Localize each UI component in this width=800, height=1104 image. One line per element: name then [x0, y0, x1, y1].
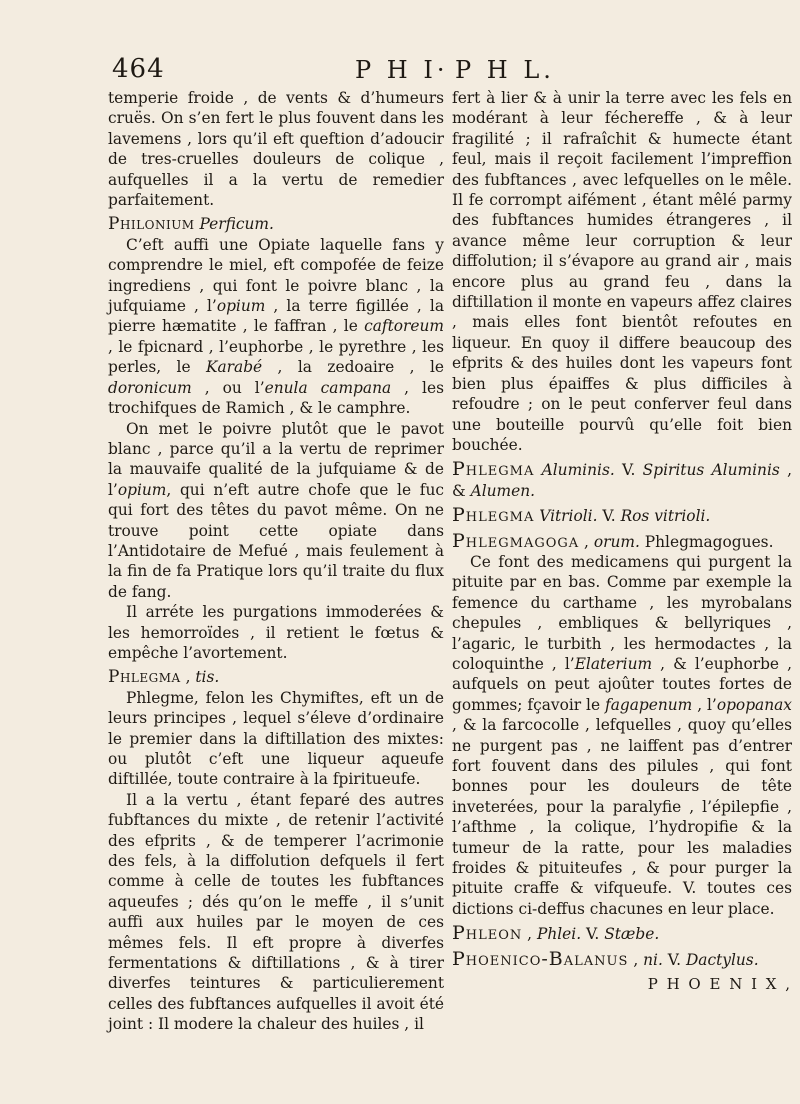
paragraph: On met le poivre plutôt que le pavot blanc , parce qu’il a la vertu de reprimer la mauvaife qualité de la jufquiame & de l’opium, qui n’eft autre chofe que le fuc qui fort des têtes du pavot même. On ne trouve point cette opiate dans l’Antidotaire de Mefué , mais feulement à la fin de fa Pratique lors qu’il traite du flux de fang.: [108, 419, 444, 601]
entry-heading: Phlegma Aluminis. V. Spiritus Aluminis , & Alumen.: [452, 458, 792, 500]
running-header: [0, 54, 800, 88]
right-column: [452, 88, 792, 994]
paragraph: Il a la vertu , étant feparé des autres fubftances du mixte , de retenir l’activité des efprits , & de temperer l’acrimonie des fels, à la diffolution defquels il fert comme à celle de toutes les fubftances aqueufes ; dés qu’on le meffe , il s’unit auffi aux huiles par le moyen de ces mêmes fels. Il eft propre à diverfes fermentations & diftillations , & à tirer diverfes teintures & particulierement celles des fubftances aufquelles il avoit été joint : Il modere la chaleur des huiles , il: [108, 790, 444, 1034]
header-right-title: P H L.: [455, 56, 555, 84]
paragraph: temperie froide , de vents & d’humeurs cruës. On s’en fert le plus fouvent dans les lavemens , lors qu’il eft queftion d’adoucir de tres-cruelles douleurs de colique , aufquelles il a la vertu de remedier parfaitement.: [108, 89, 444, 210]
paragraph: Il arréte les purgations immoderées & les hemorroïdes , il retient le fœtus & empêche l’avortement.: [108, 603, 444, 662]
entry-heading: Phoenico-Balanus , ni. V. Dactylus.: [452, 947, 759, 970]
paragraph: fert à lier & à unir la terre avec les fels en modérant à leur féchereffe , & à leur fragilité ; il rafraîchit & humecte étant feul, mais il reçoit facilement l’impreffion des fubftances , avec lefquelles on le mêle. Il fe corrompt aifément , étant mêlé parmy des fubftances humides étrangeres , il avance même leur corruption & leur diffolution; il s’évapore au grand air , mais encore plus au grand feu , dans la diftillation il monte en vapeurs affez claires , mais elles font bientôt refoutes en liqueur. En quoy il differe beaucoup des efprits & des huiles dont les vapeurs font bien plus épaiffes & plus difficiles à refoudre ; on le peut conferver feul dans une bouteille pourvû qu’elle foit bien bouchée.: [452, 89, 792, 454]
entry-heading: Phlegma , tis.: [108, 667, 220, 688]
page-number: 464: [112, 54, 165, 84]
header-left-title: P H I·: [355, 56, 449, 84]
entry-heading: Phlegmagoga , orum. Phlegmagogues.: [452, 529, 774, 552]
left-column: [108, 88, 444, 1035]
paragraph: C’eft auffi une Opiate laquelle fans y comprendre le miel, eft compofée de feize ingrediens , qui font le poivre blanc , la jufquiame , l’opium , la terre figillée , la pierre hæmatite , le faffran , le caftoreum , le fpicnard , l’euphorbe , le pyrethre , les perles, le Karabé , la zedoaire , le doronicum , ou l’enula campana , les trochifques de Ramich , & le camphre.: [108, 235, 444, 418]
entry-heading: Philonium Perficum.: [108, 214, 274, 235]
entry-heading: Phlegma Vitrioli. V. Ros vitrioli.: [452, 504, 711, 527]
entry-heading: Phleon , Phlei. V. Stæbe.: [452, 922, 660, 945]
paragraph: Ce font des medicamens qui purgent la pituite par en bas. Comme par exemple la femence du carthame , les myrobalans chepules , embliques & bellyriques , l’agaric, le turbith , les hermodactes , la coloquinthe , l’Elaterium , & l’euphorbe , aufquels on peut ajoûter toutes fortes de gommes; fçavoir le fagapenum , l’opopanax , & la farcocolle , lefquelles , quoy qu’elles ne purgent pas , ne laiffent pas d’entrer fort fouvent dans des pilules , qui font bonnes pour les douleurs de tête inveterées, pour la paralyfie , l’épilepfie , l’afthme , la colique, l’hydropifie & la tumeur de la ratte, pour les maladies froides & pituiteufes , & pour purger la pituite craffe & vifqueufe. V. toutes ces dictions ci-deffus chacunes en leur place.: [452, 552, 792, 918]
paragraph: Phlegme, felon les Chymiftes, eft un de leurs principes , lequel s’éleve d’ordinaire le premier dans la diftillation des mixtes: ou plutôt c’eft une liqueur aqueufe diftillée, toute contraire à la fpiritueufe.: [108, 688, 444, 789]
catchword: P H O E N I X ,: [647, 975, 792, 994]
